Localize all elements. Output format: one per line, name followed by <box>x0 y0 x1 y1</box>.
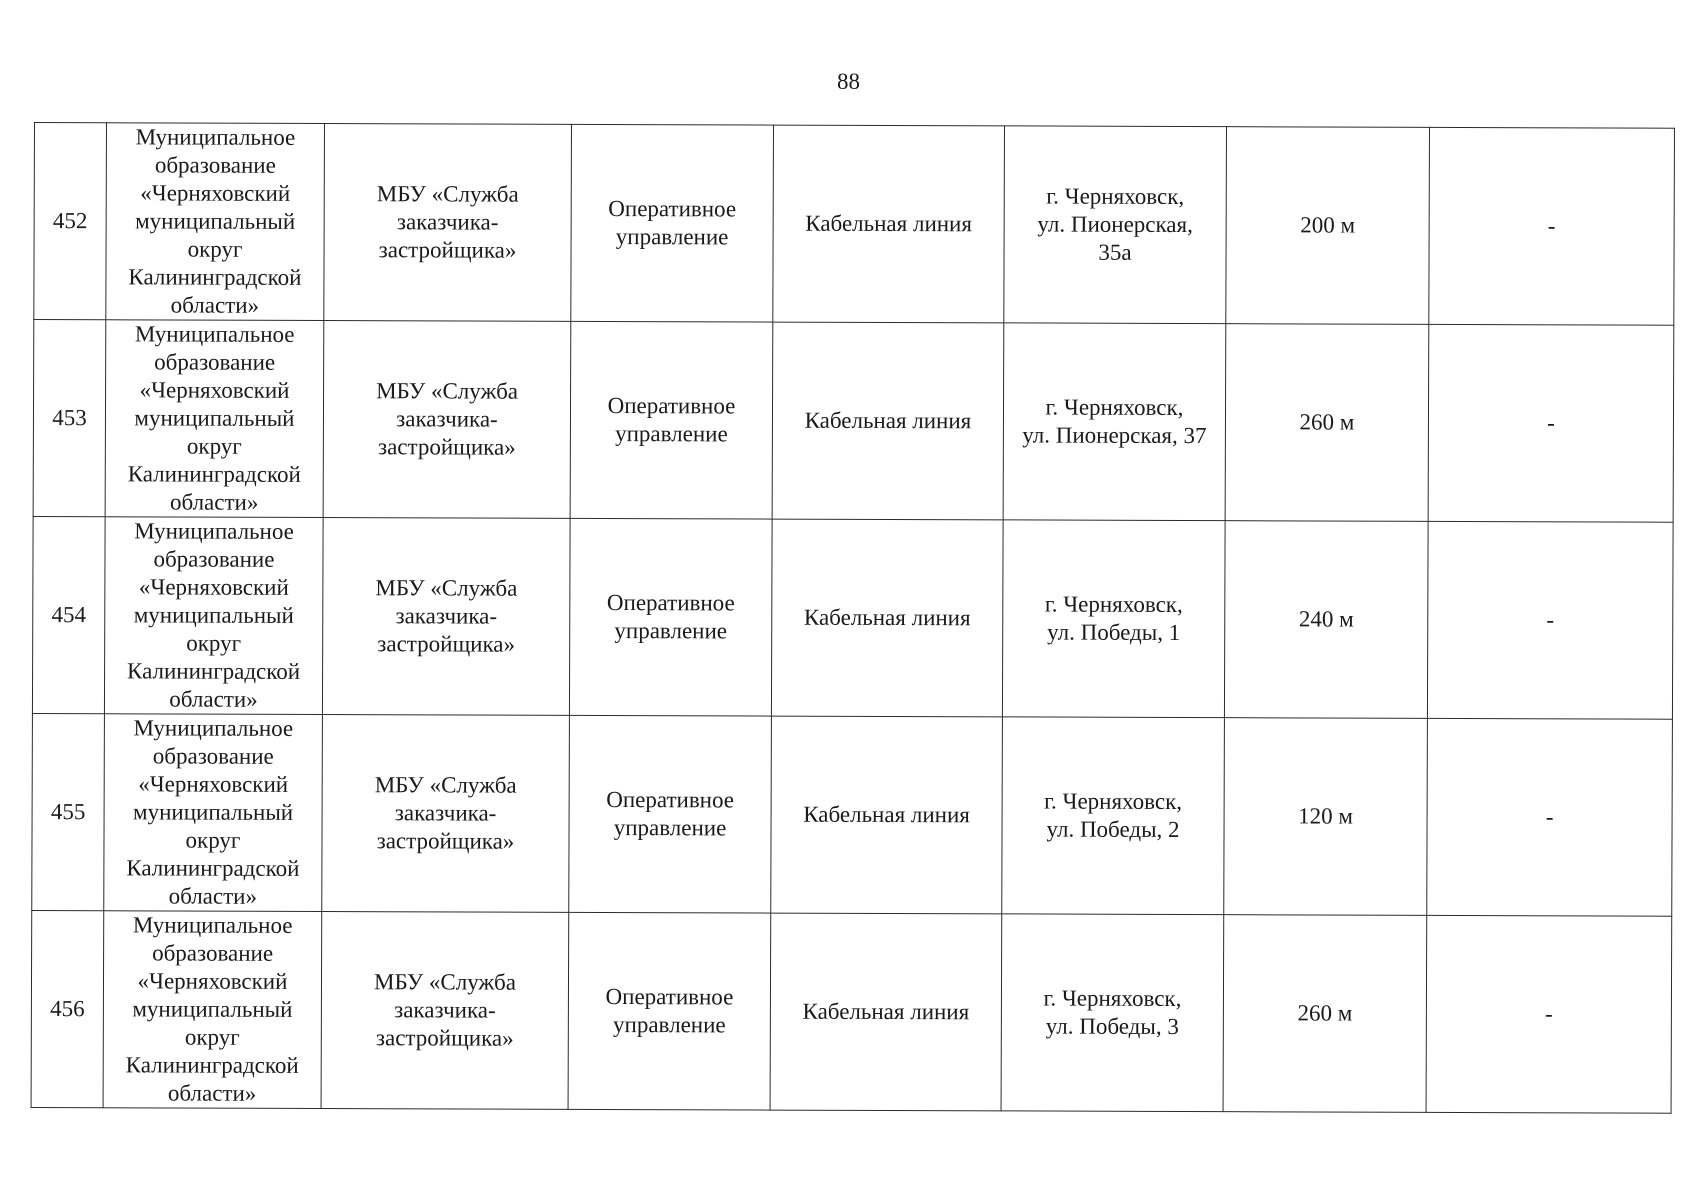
object-cell: Кабельная линия <box>772 322 1004 520</box>
object-cell: Кабельная линия <box>771 716 1003 914</box>
length-cell: 200 м <box>1226 127 1430 325</box>
row-number-cell: 453 <box>33 320 106 517</box>
note-cell: - <box>1426 915 1672 1113</box>
object-cell: Кабельная линия <box>771 519 1003 717</box>
holder-cell: МБУ «Служба заказчика- застройщика» <box>321 912 569 1110</box>
right-type-cell: Оперативное управление <box>569 518 772 716</box>
row-number-cell: 455 <box>32 713 105 910</box>
address-cell: г. Черняховск, ул. Победы, 1 <box>1002 520 1225 718</box>
row-number-cell: 454 <box>32 516 105 713</box>
note-cell: - <box>1427 521 1673 719</box>
length-cell: 260 м <box>1225 324 1429 522</box>
owner-cell: Муниципальное образование «Черняховский муниципальный округ Калининградской области» <box>104 714 323 912</box>
right-type-cell: Оперативное управление <box>571 124 774 322</box>
address-cell: г. Черняховск, ул. Победы, 3 <box>1001 914 1224 1112</box>
property-register-table <box>31 122 1675 1114</box>
note-cell: - <box>1429 127 1675 325</box>
right-type-cell: Оперативное управление <box>570 321 773 519</box>
table-row <box>32 516 1673 719</box>
length-cell: 240 м <box>1224 521 1428 719</box>
right-type-cell: Оперативное управление <box>568 912 771 1110</box>
table-row <box>32 713 1673 916</box>
address-cell: г. Черняховск, ул. Пионерская, 37 <box>1003 323 1226 521</box>
object-cell: Кабельная линия <box>770 913 1002 1111</box>
address-cell: г. Черняховск, ул. Пионерская, 35а <box>1004 126 1227 324</box>
holder-cell: МБУ «Служба заказчика- застройщика» <box>323 321 571 519</box>
length-cell: 260 м <box>1223 915 1427 1113</box>
table-row <box>34 123 1675 326</box>
owner-cell: Муниципальное образование «Черняховский муниципальный округ Калининградской области» <box>105 320 324 518</box>
holder-cell: МБУ «Служба заказчика- застройщика» <box>322 518 570 716</box>
page-number: 88 <box>837 69 860 94</box>
owner-cell: Муниципальное образование «Черняховский муниципальный округ Калининградской области» <box>103 911 322 1109</box>
note-cell: - <box>1427 718 1673 916</box>
object-cell: Кабельная линия <box>773 125 1005 323</box>
table-row <box>31 910 1672 1113</box>
row-number-cell: 452 <box>34 123 107 320</box>
note-cell: - <box>1428 324 1674 522</box>
owner-cell: Муниципальное образование «Черняховский муниципальный округ Калининградской области» <box>104 517 323 715</box>
holder-cell: МБУ «Служба заказчика- застройщика» <box>322 715 570 913</box>
address-cell: г. Черняховск, ул. Победы, 2 <box>1002 717 1225 915</box>
owner-cell: Муниципальное образование «Черняховский муниципальный округ Калининградской области» <box>106 123 325 321</box>
table-row <box>33 320 1674 523</box>
length-cell: 120 м <box>1224 718 1428 916</box>
right-type-cell: Оперативное управление <box>569 715 772 913</box>
holder-cell: МБУ «Служба заказчика- застройщика» <box>324 124 572 322</box>
row-number-cell: 456 <box>31 910 104 1107</box>
